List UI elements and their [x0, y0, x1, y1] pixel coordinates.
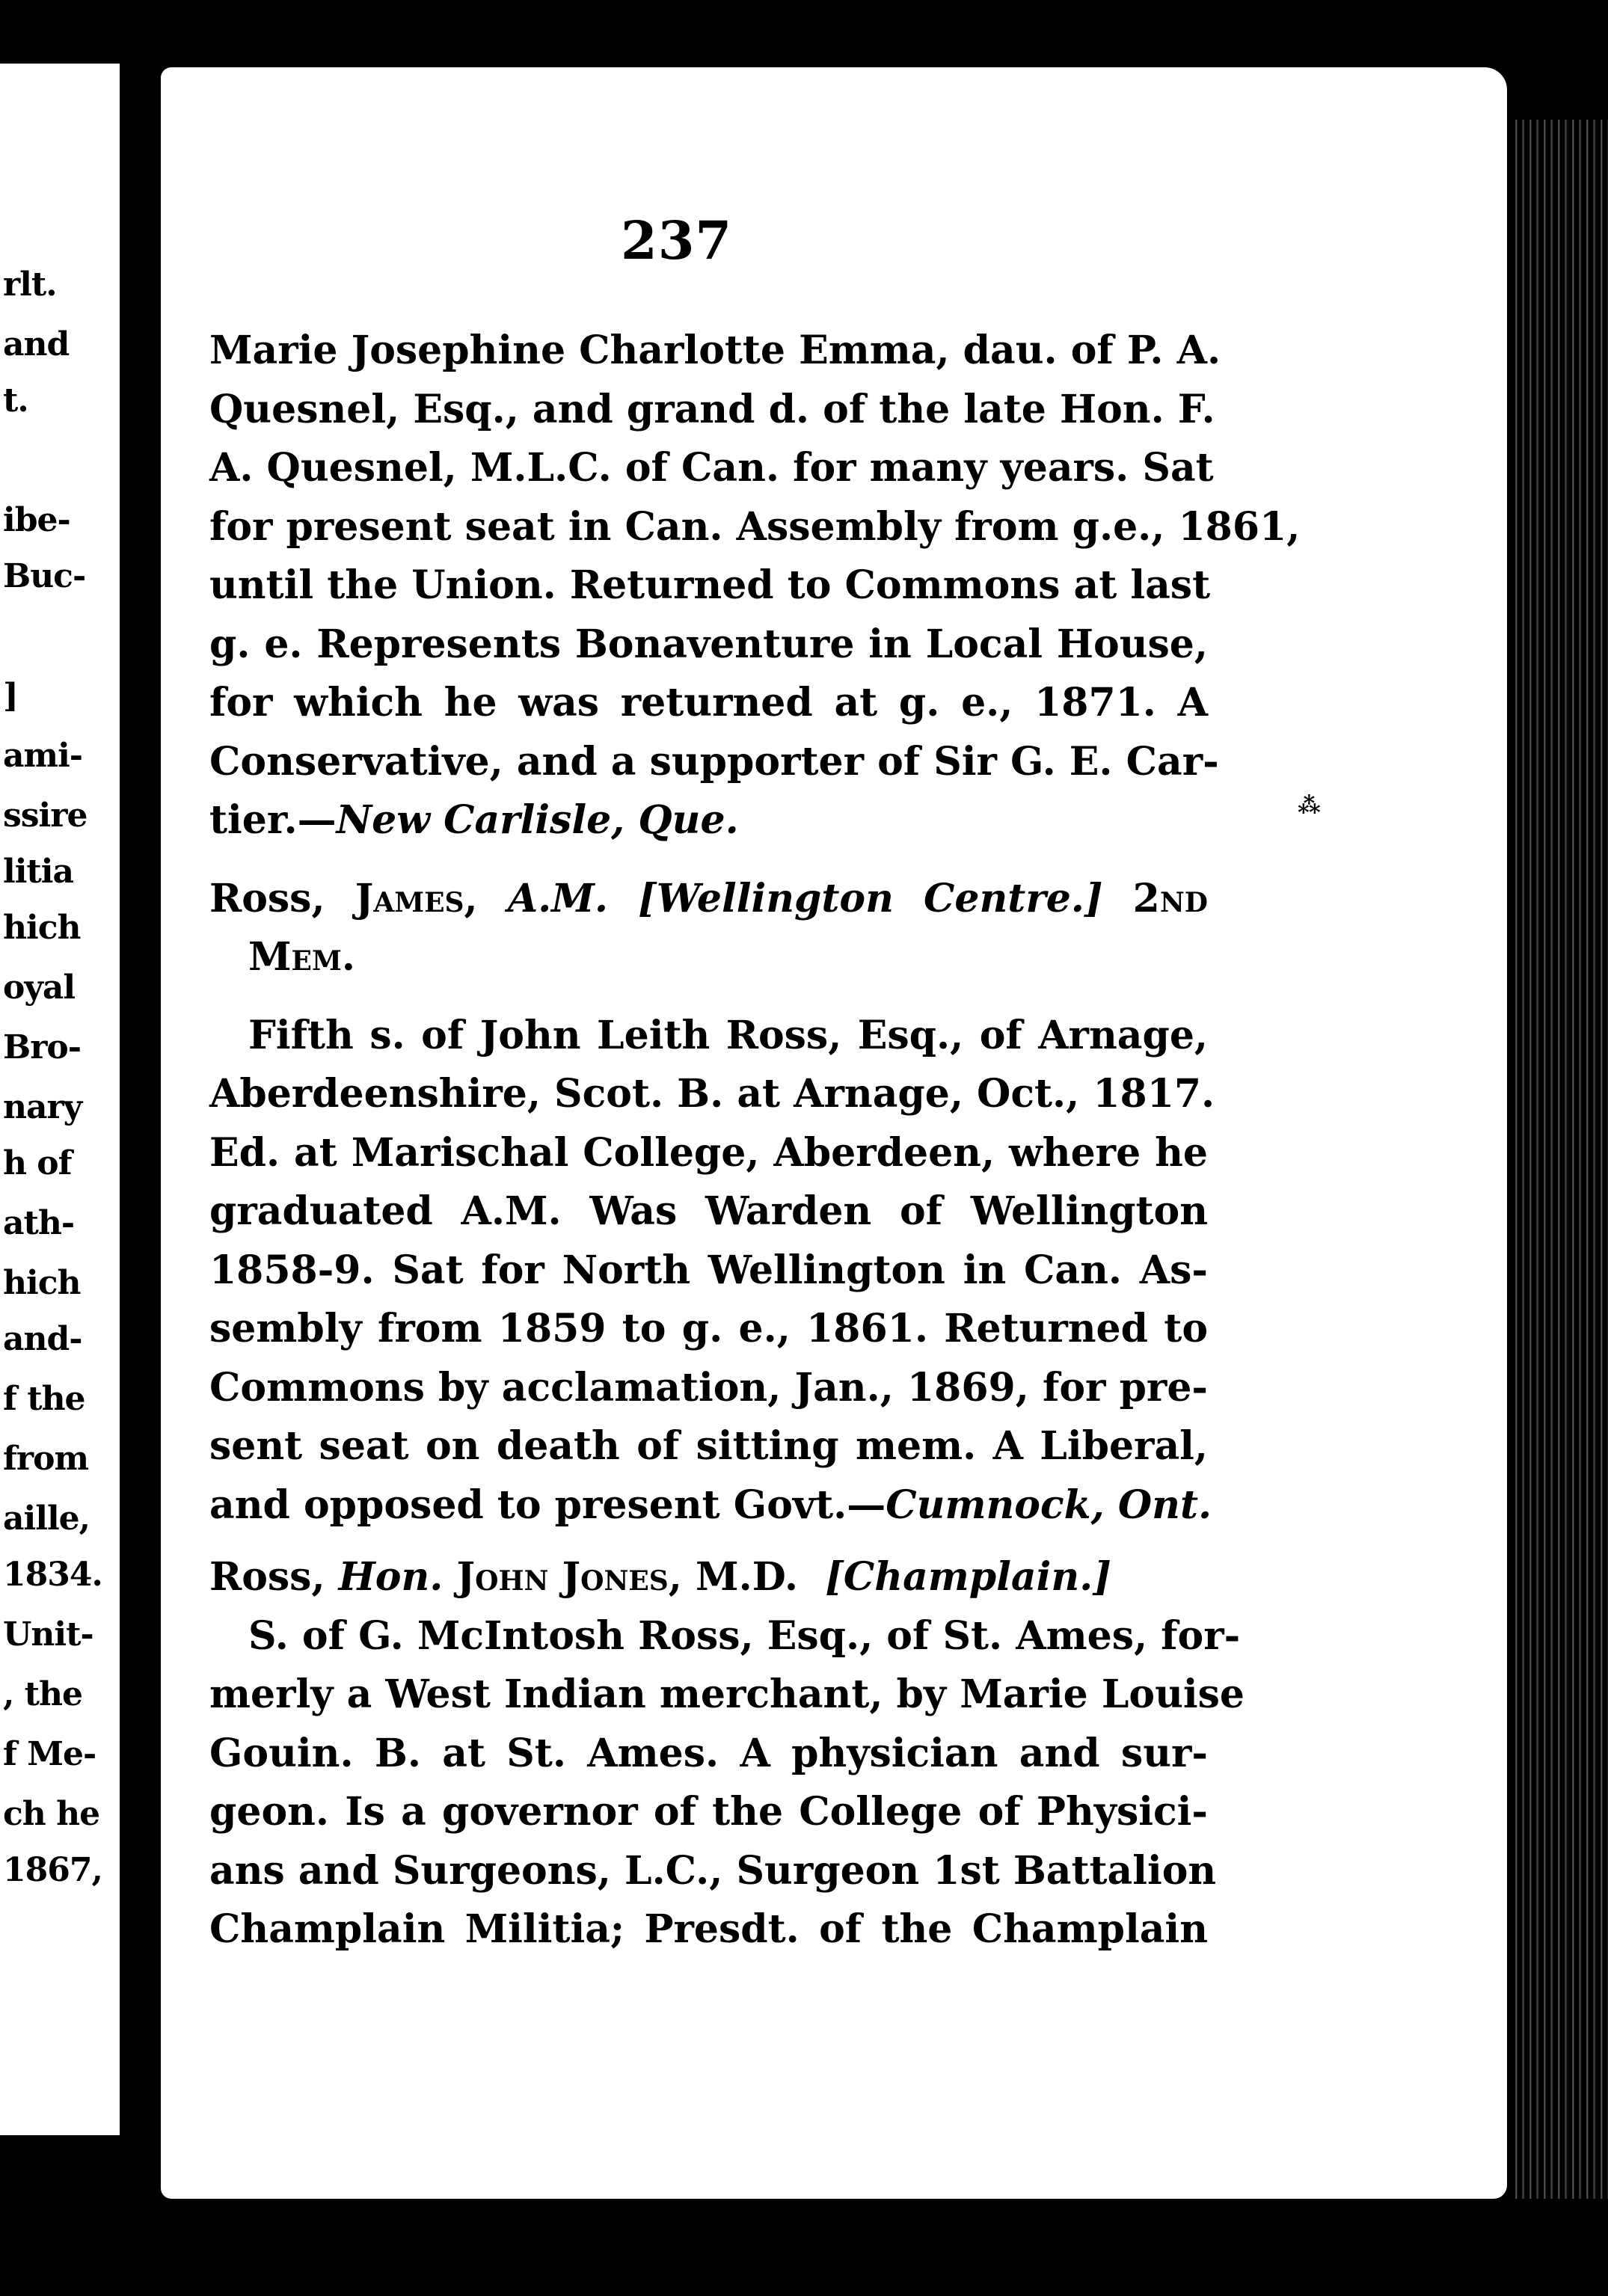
text-line: S. of G. McIntosh Ross, Esq., of St. Ames, for-	[248, 1612, 1241, 1659]
margin-fragment: 1867,	[3, 1851, 102, 1889]
margin-fragment: ami-	[3, 737, 83, 775]
margin-fragment: t.	[3, 381, 28, 420]
entry-body-ross-john-jones	[209, 1607, 1245, 1959]
entry-heading-ross-john-jones	[209, 1548, 1208, 1607]
margin-fragment: rlt.	[3, 265, 57, 304]
riding: [Wellington Centre.]	[638, 875, 1103, 921]
margin-fragment: ath-	[3, 1204, 75, 1242]
left-facing-page-fragment	[0, 64, 120, 2135]
text-line: Conservative, and a supporter of Sir G. E. Car-	[209, 738, 1219, 785]
page-number: 237	[621, 209, 733, 271]
entry-body-ross-james	[209, 1007, 1215, 1535]
text-line: sent seat on death of sitting mem. A Liberal,	[209, 1423, 1208, 1469]
text-line: for present seat in Can. Assembly from g.e., 1861,	[209, 503, 1301, 550]
text-line: sembly from 1859 to g. e., 1861. Returned to	[209, 1306, 1208, 1351]
page-edge-texture	[1511, 120, 1608, 2199]
text-line: until the Union. Returned to Commons at last	[209, 562, 1211, 608]
margin-fragment: Unit-	[3, 1615, 93, 1654]
entry-heading-ross-james	[209, 870, 1208, 987]
member-tag: 2nd	[1132, 875, 1208, 921]
ink-speck: ⁂	[1298, 793, 1321, 819]
text-line: Champlain Militia; Presdt. of the Champlain	[209, 1906, 1208, 1952]
text-line: Gouin. B. at St. Ames. A physician and sur-	[209, 1730, 1208, 1776]
margin-fragment: and	[3, 325, 70, 363]
margin-fragment: ch he	[3, 1795, 100, 1833]
margin-fragment: nary	[3, 1088, 82, 1126]
margin-fragment: 1834.	[3, 1556, 102, 1594]
margin-fragment: from	[3, 1440, 89, 1478]
text-line: Ed. at Marischal College, Aberdeen, where he	[209, 1129, 1208, 1176]
given-name: James,	[355, 875, 478, 921]
given-name: John Jones,	[456, 1554, 682, 1600]
margin-fragment: Bro-	[3, 1028, 81, 1066]
text-line: graduated A.M. Was Warden of Wellington	[209, 1188, 1208, 1234]
degree: A.M.	[507, 875, 608, 921]
margin-fragment: f the	[3, 1380, 85, 1418]
margin-fragment: f Me-	[3, 1735, 96, 1773]
text-line: Fifth s. of John Leith Ross, Esq., of Arnage,	[248, 1012, 1208, 1058]
text-line: Quesnel, Esq., and grand d. of the late Hon. F.	[209, 386, 1215, 432]
surname: Ross,	[209, 1554, 325, 1600]
address: Cumnock, Ont.	[886, 1482, 1212, 1528]
text-line: Aberdeenshire, Scot. B. at Arnage, Oct., 1817.	[209, 1071, 1215, 1117]
text-line: for which he was returned at g. e., 1871. A	[209, 680, 1208, 725]
margin-fragment: Buc-	[3, 557, 86, 595]
text-line: Commons by acclamation, Jan., 1869, for pre-	[209, 1364, 1208, 1411]
text-line-with-address	[209, 791, 1208, 850]
address: New Carlisle, Que.	[336, 797, 739, 843]
text-fragment: tier.—	[209, 797, 337, 843]
text-line: geon. Is a governor of the College of Physici-	[209, 1789, 1208, 1835]
text-line: ans and Surgeons, L.C., Surgeon 1st Battalion	[209, 1847, 1217, 1894]
surname: Ross,	[209, 875, 325, 921]
margin-fragment: h of	[3, 1144, 72, 1182]
text-line: Marie Josephine Charlotte Emma, dau. of P. A.	[209, 328, 1221, 373]
entry-heading-line	[209, 1548, 1208, 1607]
margin-fragment: hich	[3, 909, 81, 947]
margin-fragment: and-	[3, 1320, 82, 1358]
text-line-with-address	[209, 1476, 1212, 1535]
text-body	[209, 322, 1301, 1959]
honorific: Hon.	[338, 1554, 444, 1600]
margin-fragment: ]	[3, 677, 18, 715]
entry-continuation	[209, 322, 1301, 850]
margin-fragment: , the	[3, 1675, 82, 1713]
margin-fragment: aille,	[3, 1500, 90, 1538]
text-line: 1858-9. Sat for North Wellington in Can. As-	[209, 1247, 1208, 1293]
margin-fragment: ibe-	[3, 501, 70, 539]
text-line: A. Quesnel, M.L.C. of Can. for many years. Sat	[209, 445, 1214, 491]
margin-fragment: ssire	[3, 796, 88, 835]
entry-heading-line: Mem.	[248, 934, 355, 980]
degree: M.D.	[696, 1554, 799, 1600]
text-fragment: and opposed to present Govt.—	[209, 1482, 886, 1528]
entry-heading-line	[209, 870, 1208, 929]
margin-fragment: oyal	[3, 969, 76, 1007]
text-line: g. e. Represents Bonaventure in Local House,	[209, 621, 1208, 667]
margin-fragment: hich	[3, 1264, 81, 1302]
text-line: merly a West Indian merchant, by Marie Louise	[209, 1672, 1245, 1717]
margin-fragment: litia	[3, 853, 73, 891]
riding: [Champlain.]	[825, 1554, 1111, 1600]
